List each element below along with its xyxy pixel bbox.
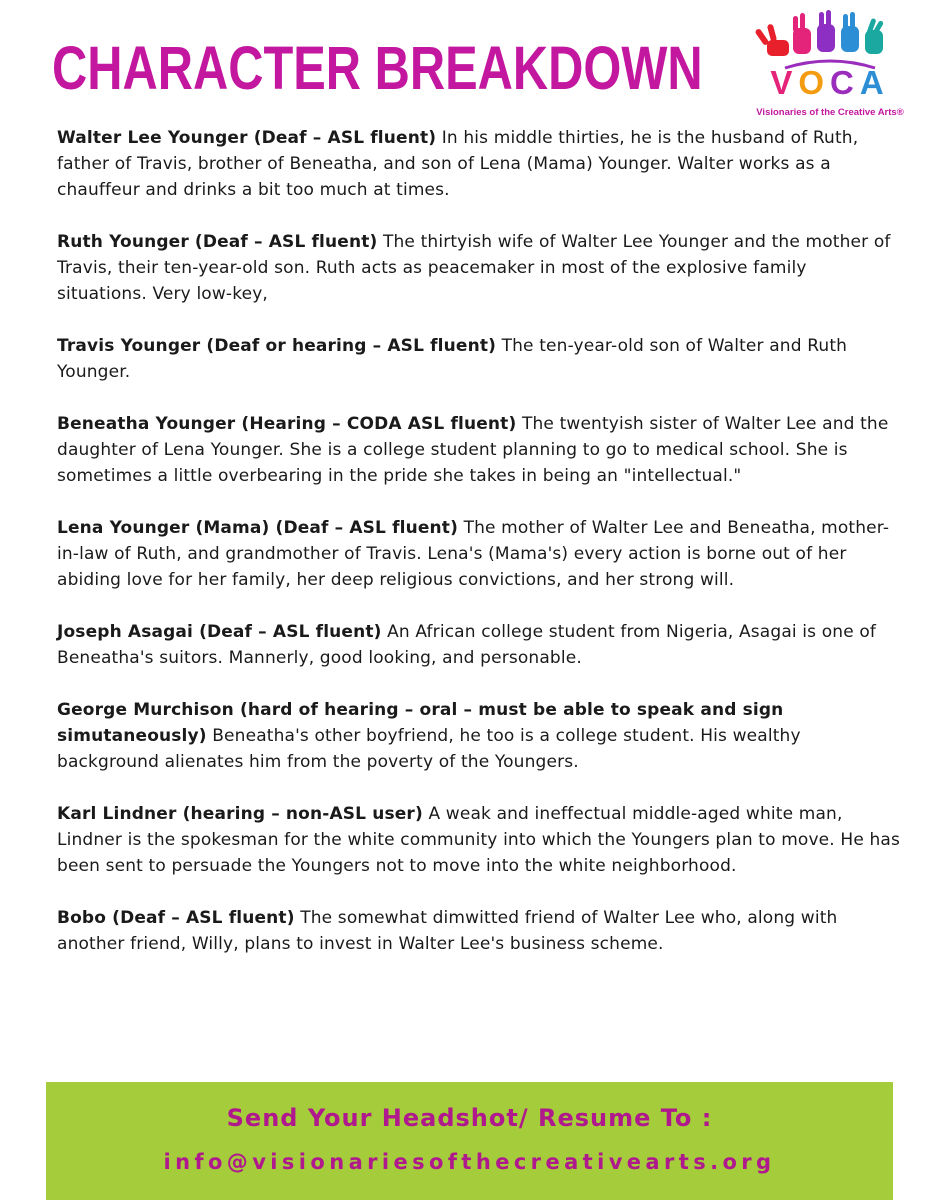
character-description: The thirtyish wife of Walter Lee Younger and the mother of Travis, their ten-year-old son. Ruth acts as peacemaker in most of the explosive family situations. Very low-key, xyxy=(57,232,891,304)
voca-logo xyxy=(745,10,915,122)
character-entry xyxy=(57,801,902,879)
character-name: Walter Lee Younger (Deaf – ASL fluent) xyxy=(57,128,437,148)
character-description: The somewhat dimwitted friend of Walter Lee who, along with another friend, Willy, plans to invest in Walter Lee's business scheme. xyxy=(57,908,838,954)
character-entry xyxy=(57,229,902,307)
character-entry xyxy=(57,125,902,203)
submission-heading: Send Your Headshot/ Resume To : xyxy=(226,1104,713,1132)
character-description: An African college student from Nigeria, Asagai is one of Beneatha's suitors. Mannerly, good looking, and personable. xyxy=(57,622,877,668)
character-description: A weak and ineffectual middle-aged white man, Lindner is the spokesman for the white community into which the Youngers plan to move. He has been sent to persuade the Youngers not to move into the white neighborhood. xyxy=(57,804,900,876)
character-entry xyxy=(57,515,902,593)
character-name: Bobo (Deaf – ASL fluent) xyxy=(57,908,295,928)
character-entry xyxy=(57,697,902,775)
character-name: George Murchison (hard of hearing – oral – must be able to speak and sign simutaneously) xyxy=(57,700,784,746)
page-title: CHARACTER BREAKDOWN xyxy=(52,34,703,102)
character-name: Karl Lindner (hearing – non-ASL user) xyxy=(57,804,423,824)
character-list xyxy=(57,125,902,983)
character-name: Ruth Younger (Deaf – ASL fluent) xyxy=(57,232,378,252)
character-name: Travis Younger (Deaf or hearing – ASL fluent) xyxy=(57,336,497,356)
character-entry xyxy=(57,905,902,957)
character-name: Joseph Asagai (Deaf – ASL fluent) xyxy=(57,622,382,642)
character-entry xyxy=(57,411,902,489)
contact-email[interactable]: info@visionariesofthecreativearts.org xyxy=(163,1150,776,1174)
character-description: In his middle thirties, he is the husband of Ruth, father of Travis, brother of Beneatha, and son of Lena (Mama) Younger. Walter works as a chauffeur and drinks a bit too much at times. xyxy=(57,128,859,200)
character-description: The ten-year-old son of Walter and Ruth Younger. xyxy=(57,336,848,382)
logo-tagline: Visionaries of the Creative Arts® xyxy=(756,107,904,118)
character-description: Beneatha's other boyfriend, he too is a college student. His wealthy background alienates him from the poverty of the Youngers. xyxy=(57,726,801,772)
character-name: Beneatha Younger (Hearing – CODA ASL fluent) xyxy=(57,414,517,434)
character-description: The mother of Walter Lee and Beneatha, mother-in-law of Ruth, and grandmother of Travis. Lena's (Mama's) every action is borne out of her abiding love for her family, her deep religious convictions, and her strong will. xyxy=(57,518,890,590)
submission-banner xyxy=(46,1082,893,1200)
character-name: Lena Younger (Mama) (Deaf – ASL fluent) xyxy=(57,518,458,538)
character-entry xyxy=(57,333,902,385)
logo-wordmark: VOCA xyxy=(770,64,890,101)
character-description: The twentyish sister of Walter Lee and the daughter of Lena Younger. She is a college student planning to go to medical school. She is sometimes a little overbearing in the pride she takes in being an "intellectual." xyxy=(57,414,889,486)
hands-icon xyxy=(745,10,915,70)
character-entry xyxy=(57,619,902,671)
